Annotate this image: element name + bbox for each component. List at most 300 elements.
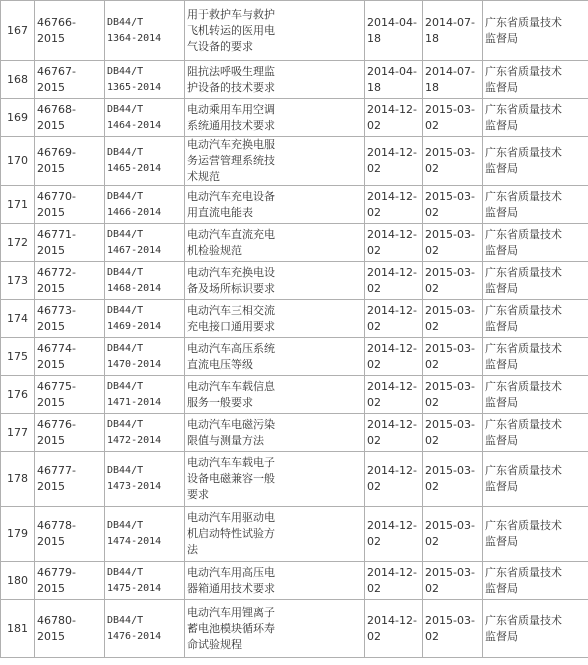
cell-standard-title [185, 452, 365, 507]
cell-department-line: 监督局 [485, 581, 518, 595]
cell-department-line: 监督局 [485, 243, 518, 257]
cell-effective-date-line: 02 [425, 629, 439, 643]
cell-standard-code-line: 1475-2014 [107, 582, 162, 594]
cell-standard-title-line: 要求 [187, 488, 209, 501]
cell-issue-date-line: 2014-04- [367, 15, 417, 29]
cell-number [35, 186, 105, 224]
cell-standard-title-line: 系统通用技术要求 [187, 118, 275, 132]
cell-issue-date-line: 2014-12- [367, 303, 417, 317]
cell-department-line: 监督局 [485, 480, 518, 493]
cell-standard-code-line: DB44/T [107, 520, 144, 531]
cell-department-line: 广东省质量技术 [485, 379, 562, 393]
cell-issue-date-line: 02 [367, 581, 381, 595]
table-row [1, 262, 588, 300]
cell-issue-date [365, 186, 423, 224]
cell-number-line: 2015 [37, 629, 65, 643]
cell-department-line: 广东省质量技术 [485, 15, 562, 29]
cell-number-line: 2015 [37, 480, 65, 493]
cell-effective-date-line: 2015-03- [425, 146, 475, 159]
cell-index: 168 [1, 61, 35, 99]
cell-issue-date-line: 02 [367, 162, 381, 175]
cell-standard-code [105, 376, 185, 414]
cell-standard-code-line: DB44/T [107, 190, 144, 202]
table-row [1, 414, 588, 452]
cell-effective-date [423, 452, 483, 507]
cell-effective-date-line: 2015-03- [425, 227, 475, 241]
cell-standard-title [185, 300, 365, 338]
cell-standard-title-line: 电动汽车车载信息 [187, 379, 275, 393]
cell-number-line: 46768- [37, 102, 76, 116]
cell-issue-date [365, 452, 423, 507]
cell-effective-date-line: 02 [425, 433, 439, 447]
cell-issue-date-line: 02 [367, 357, 381, 371]
cell-number-line: 2015 [37, 535, 65, 548]
cell-standard-title-line: 命试验规程 [187, 637, 242, 651]
table-row [1, 600, 588, 658]
cell-issue-date-line: 2014-12- [367, 146, 417, 159]
cell-standard-code-line: DB44/T [107, 16, 144, 28]
cell-standard-code-line: DB44/T [107, 147, 144, 158]
cell-effective-date [423, 376, 483, 414]
cell-effective-date [423, 137, 483, 186]
cell-number-line: 46769- [37, 146, 76, 159]
cell-standard-code-line: DB44/T [107, 228, 144, 240]
cell-number-line: 46774- [37, 341, 76, 355]
cell-issue-date-line: 2014-12- [367, 613, 417, 627]
cell-department-line: 监督局 [485, 31, 518, 45]
cell-issue-date [365, 338, 423, 376]
cell-index: 177 [1, 414, 35, 452]
cell-effective-date [423, 600, 483, 658]
cell-effective-date-line: 02 [425, 319, 439, 333]
cell-department [483, 300, 588, 338]
cell-standard-code-line: 1468-2014 [107, 282, 162, 294]
cell-issue-date [365, 61, 423, 99]
cell-department-line: 监督局 [485, 433, 518, 447]
cell-effective-date-line: 2015-03- [425, 464, 475, 477]
cell-index: 176 [1, 376, 35, 414]
cell-effective-date-line: 02 [425, 243, 439, 257]
cell-issue-date-line: 18 [367, 31, 381, 45]
cell-issue-date [365, 137, 423, 186]
cell-number [35, 300, 105, 338]
cell-number-line: 46766- [37, 15, 76, 29]
cell-standard-code-line: DB44/T [107, 418, 144, 430]
table-body [1, 1, 588, 658]
cell-department-line: 广东省质量技术 [485, 146, 562, 159]
cell-standard-title-line: 法 [187, 543, 198, 556]
cell-standard-code-line: 1466-2014 [107, 206, 162, 218]
cell-effective-date [423, 338, 483, 376]
cell-standard-code-line: 1467-2014 [107, 244, 162, 256]
cell-number-line: 2015 [37, 118, 65, 132]
cell-index: 174 [1, 300, 35, 338]
cell-standard-code [105, 61, 185, 99]
cell-standard-title-line: 飞机转运的医用电 [187, 23, 275, 37]
cell-effective-date [423, 562, 483, 600]
cell-index: 169 [1, 99, 35, 137]
cell-standard-title-line: 电动汽车充电设备 [187, 189, 275, 203]
cell-effective-date-line: 02 [425, 205, 439, 219]
cell-department-line: 监督局 [485, 629, 518, 643]
cell-issue-date-line: 02 [367, 629, 381, 643]
table-row [1, 300, 588, 338]
cell-department [483, 338, 588, 376]
cell-issue-date [365, 224, 423, 262]
cell-standard-title [185, 338, 365, 376]
cell-standard-title-line: 电动汽车车载电子 [187, 456, 275, 469]
cell-department [483, 99, 588, 137]
cell-standard-code [105, 562, 185, 600]
cell-standard-title-line: 直流电压等级 [187, 357, 253, 371]
cell-standard-title [185, 507, 365, 562]
cell-effective-date-line: 2015-03- [425, 565, 475, 579]
cell-index: 180 [1, 562, 35, 600]
cell-department-line: 广东省质量技术 [485, 265, 562, 279]
cell-number-line: 46775- [37, 379, 76, 393]
cell-standard-code [105, 262, 185, 300]
cell-effective-date [423, 99, 483, 137]
cell-issue-date-line: 2014-12- [367, 417, 417, 431]
cell-department-line: 广东省质量技术 [485, 303, 562, 317]
cell-effective-date [423, 1, 483, 61]
cell-issue-date-line: 2014-12- [367, 102, 417, 116]
cell-effective-date [423, 300, 483, 338]
cell-effective-date-line: 2015-03- [425, 189, 475, 203]
cell-standard-title-line: 阻抗法呼吸生理监 [187, 64, 275, 78]
cell-number [35, 376, 105, 414]
cell-effective-date-line: 02 [425, 162, 439, 175]
cell-standard-title [185, 1, 365, 61]
cell-number [35, 262, 105, 300]
cell-number-line: 46772- [37, 265, 76, 279]
cell-standard-code-line: 1472-2014 [107, 434, 162, 446]
cell-standard-code [105, 137, 185, 186]
cell-number-line: 2015 [37, 243, 65, 257]
cell-standard-title-line: 气设备的要求 [187, 39, 253, 53]
cell-number-line: 2015 [37, 319, 65, 333]
cell-issue-date [365, 562, 423, 600]
cell-department [483, 224, 588, 262]
cell-number-line: 46780- [37, 613, 76, 627]
table-row [1, 61, 588, 99]
cell-standard-title-line: 电动汽车三相交流 [187, 303, 275, 317]
cell-number-line: 2015 [37, 205, 65, 219]
cell-standard-code-line: 1473-2014 [107, 481, 162, 492]
cell-issue-date-line: 02 [367, 395, 381, 409]
cell-issue-date-line: 2014-12- [367, 565, 417, 579]
cell-standard-title-line: 设备电磁兼容一般 [187, 472, 275, 485]
cell-standard-code-line: DB44/T [107, 304, 144, 316]
cell-standard-title-line: 电动汽车电磁污染 [187, 417, 275, 431]
cell-issue-date-line: 02 [367, 118, 381, 132]
cell-standard-title-line: 备及场所标识要求 [187, 281, 275, 295]
cell-standard-title [185, 262, 365, 300]
cell-issue-date-line: 2014-12- [367, 341, 417, 355]
cell-standard-code [105, 186, 185, 224]
cell-effective-date-line: 02 [425, 357, 439, 371]
cell-number [35, 452, 105, 507]
cell-number-line: 46779- [37, 565, 76, 579]
cell-standard-code [105, 414, 185, 452]
cell-index: 181 [1, 600, 35, 658]
cell-standard-title-line: 电动汽车直流充电 [187, 227, 275, 241]
cell-standard-code [105, 224, 185, 262]
cell-index: 171 [1, 186, 35, 224]
cell-standard-title [185, 137, 365, 186]
cell-issue-date [365, 300, 423, 338]
cell-standard-title [185, 186, 365, 224]
cell-issue-date-line: 02 [367, 535, 381, 548]
cell-issue-date [365, 1, 423, 61]
cell-department-line: 监督局 [485, 80, 518, 94]
cell-number-line: 46773- [37, 303, 76, 317]
cell-number [35, 137, 105, 186]
cell-number [35, 338, 105, 376]
cell-issue-date-line: 02 [367, 433, 381, 447]
cell-department-line: 广东省质量技术 [485, 227, 562, 241]
cell-standard-title-line: 器箱通用技术要求 [187, 581, 275, 595]
cell-standard-title-line: 电动汽车高压系统 [187, 341, 275, 355]
cell-standard-code-line: 1469-2014 [107, 320, 162, 332]
cell-number-line: 2015 [37, 281, 65, 295]
cell-issue-date-line: 2014-12- [367, 265, 417, 279]
cell-number-line: 2015 [37, 31, 65, 45]
table-row [1, 186, 588, 224]
cell-standard-code-line: DB44/T [107, 103, 144, 115]
cell-issue-date-line: 2014-12- [367, 189, 417, 203]
cell-department-line: 监督局 [485, 535, 518, 548]
cell-number [35, 562, 105, 600]
cell-standard-code [105, 452, 185, 507]
cell-index: 173 [1, 262, 35, 300]
cell-index: 178 [1, 452, 35, 507]
cell-effective-date-line: 18 [425, 80, 439, 94]
cell-standard-code-line: 1470-2014 [107, 358, 162, 370]
cell-standard-code-line: 1465-2014 [107, 163, 162, 174]
cell-issue-date [365, 376, 423, 414]
cell-standard-title [185, 414, 365, 452]
cell-effective-date-line: 2015-03- [425, 417, 475, 431]
cell-standard-title-line: 电动汽车充换电设 [187, 265, 275, 279]
cell-standard-code [105, 507, 185, 562]
cell-effective-date [423, 224, 483, 262]
cell-effective-date-line: 2015-03- [425, 265, 475, 279]
cell-effective-date-line: 2015-03- [425, 102, 475, 116]
cell-number [35, 414, 105, 452]
cell-standard-title [185, 99, 365, 137]
cell-standard-title-line: 电动乘用车用空调 [187, 102, 275, 116]
cell-number-line: 2015 [37, 357, 65, 371]
cell-issue-date-line: 18 [367, 80, 381, 94]
cell-number-line: 46778- [37, 519, 76, 532]
cell-issue-date [365, 507, 423, 562]
cell-department-line: 广东省质量技术 [485, 64, 562, 78]
cell-effective-date [423, 262, 483, 300]
cell-department-line: 广东省质量技术 [485, 613, 562, 627]
cell-standard-code-line: 1474-2014 [107, 536, 162, 547]
cell-department [483, 262, 588, 300]
cell-department [483, 562, 588, 600]
cell-department [483, 600, 588, 658]
cell-issue-date-line: 2014-12- [367, 227, 417, 241]
cell-effective-date-line: 18 [425, 31, 439, 45]
cell-effective-date [423, 186, 483, 224]
cell-standard-code-line: DB44/T [107, 65, 144, 77]
cell-standard-title-line: 机检验规范 [187, 243, 242, 257]
cell-department-line: 广东省质量技术 [485, 519, 562, 532]
cell-number-line: 46770- [37, 189, 76, 203]
cell-standard-title-line: 用于救护车与救护 [187, 7, 275, 21]
cell-department-line: 监督局 [485, 281, 518, 295]
cell-standard-title [185, 600, 365, 658]
cell-standard-title-line: 机启动特性试验方 [187, 527, 275, 540]
cell-standard-title-line: 服务一般要求 [187, 395, 253, 409]
cell-department [483, 61, 588, 99]
cell-index: 172 [1, 224, 35, 262]
cell-issue-date-line: 02 [367, 319, 381, 333]
cell-department-line: 监督局 [485, 357, 518, 371]
cell-issue-date-line: 2014-12- [367, 379, 417, 393]
cell-department [483, 186, 588, 224]
cell-standard-title-line: 务运营管理系统技 [187, 154, 275, 167]
cell-standard-title-line: 蓄电池模块循环寿 [187, 621, 275, 635]
cell-standard-title-line: 术规范 [187, 170, 220, 183]
cell-department-line: 监督局 [485, 319, 518, 333]
cell-index: 179 [1, 507, 35, 562]
cell-department-line: 广东省质量技术 [485, 189, 562, 203]
cell-issue-date-line: 02 [367, 243, 381, 257]
cell-standard-code-line: 1464-2014 [107, 119, 162, 131]
cell-index: 175 [1, 338, 35, 376]
cell-department [483, 507, 588, 562]
cell-index: 170 [1, 137, 35, 186]
cell-department [483, 376, 588, 414]
table-row [1, 376, 588, 414]
cell-issue-date-line: 02 [367, 480, 381, 493]
cell-effective-date-line: 02 [425, 581, 439, 595]
cell-department-line: 监督局 [485, 118, 518, 132]
cell-standard-title-line: 护设备的技术要求 [187, 80, 275, 94]
cell-effective-date-line: 02 [425, 281, 439, 295]
cell-department [483, 137, 588, 186]
cell-standard-code-line: DB44/T [107, 614, 144, 626]
cell-standard-title-line: 限值与测量方法 [187, 433, 264, 447]
cell-standard-title-line: 电动汽车用驱动电 [187, 511, 275, 524]
cell-standard-title [185, 376, 365, 414]
cell-effective-date-line: 2015-03- [425, 613, 475, 627]
cell-effective-date-line: 2015-03- [425, 341, 475, 355]
cell-number [35, 99, 105, 137]
cell-number-line: 46767- [37, 64, 76, 78]
cell-standard-code [105, 1, 185, 61]
cell-issue-date-line: 2014-12- [367, 464, 417, 477]
cell-standard-code-line: DB44/T [107, 342, 144, 354]
cell-standard-title-line: 电动汽车用锂离子 [187, 605, 275, 619]
cell-number-line: 2015 [37, 395, 65, 409]
cell-effective-date [423, 507, 483, 562]
cell-effective-date-line: 2015-03- [425, 379, 475, 393]
table-row [1, 338, 588, 376]
table-row [1, 137, 588, 186]
table-row [1, 507, 588, 562]
cell-effective-date-line: 2014-07- [425, 15, 475, 29]
cell-standard-code [105, 300, 185, 338]
cell-effective-date-line: 02 [425, 395, 439, 409]
cell-index: 167 [1, 1, 35, 61]
cell-standard-code-line: 1471-2014 [107, 396, 162, 408]
cell-number-line: 46776- [37, 417, 76, 431]
cell-standard-code-line: 1364-2014 [107, 32, 162, 44]
cell-standard-title [185, 562, 365, 600]
cell-department [483, 452, 588, 507]
cell-issue-date [365, 600, 423, 658]
table-row [1, 224, 588, 262]
cell-department-line: 广东省质量技术 [485, 464, 562, 477]
cell-department-line: 广东省质量技术 [485, 102, 562, 116]
cell-standard-title-line: 电动汽车用高压电 [187, 565, 275, 579]
cell-effective-date-line: 2015-03- [425, 303, 475, 317]
cell-department-line: 监督局 [485, 205, 518, 219]
cell-standard-code-line: DB44/T [107, 465, 144, 476]
cell-issue-date-line: 02 [367, 205, 381, 219]
cell-issue-date [365, 414, 423, 452]
cell-department-line: 广东省质量技术 [485, 341, 562, 355]
cell-standard-code [105, 338, 185, 376]
cell-number [35, 61, 105, 99]
cell-issue-date [365, 262, 423, 300]
cell-number [35, 507, 105, 562]
cell-department-line: 监督局 [485, 162, 518, 175]
cell-standard-code-line: DB44/T [107, 566, 144, 578]
cell-effective-date-line: 2014-07- [425, 64, 475, 78]
table-row [1, 562, 588, 600]
cell-number [35, 224, 105, 262]
cell-department [483, 1, 588, 61]
cell-effective-date-line: 02 [425, 118, 439, 132]
cell-number-line: 2015 [37, 162, 65, 175]
cell-number-line: 2015 [37, 433, 65, 447]
cell-standard-title-line: 电动汽车充换电服 [187, 138, 275, 151]
cell-number [35, 1, 105, 61]
cell-standard-title [185, 61, 365, 99]
cell-issue-date-line: 02 [367, 281, 381, 295]
cell-standard-title-line: 充电接口通用要求 [187, 319, 275, 333]
table-row [1, 1, 588, 61]
table-row [1, 452, 588, 507]
cell-number [35, 600, 105, 658]
cell-standard-code-line: DB44/T [107, 380, 144, 392]
cell-issue-date-line: 2014-04- [367, 64, 417, 78]
cell-number-line: 46771- [37, 227, 76, 241]
cell-standard-code-line: 1476-2014 [107, 630, 162, 642]
table-row [1, 99, 588, 137]
cell-department [483, 414, 588, 452]
cell-number-line: 2015 [37, 80, 65, 94]
cell-number-line: 46777- [37, 464, 76, 477]
cell-standard-code [105, 600, 185, 658]
cell-effective-date-line: 02 [425, 535, 439, 548]
cell-effective-date [423, 61, 483, 99]
cell-issue-date-line: 2014-12- [367, 519, 417, 532]
cell-department-line: 广东省质量技术 [485, 417, 562, 431]
cell-standard-code-line: 1365-2014 [107, 81, 162, 93]
cell-standard-title [185, 224, 365, 262]
cell-effective-date-line: 2015-03- [425, 519, 475, 532]
cell-effective-date-line: 02 [425, 480, 439, 493]
cell-issue-date [365, 99, 423, 137]
cell-standard-title-line: 用直流电能表 [187, 205, 253, 219]
